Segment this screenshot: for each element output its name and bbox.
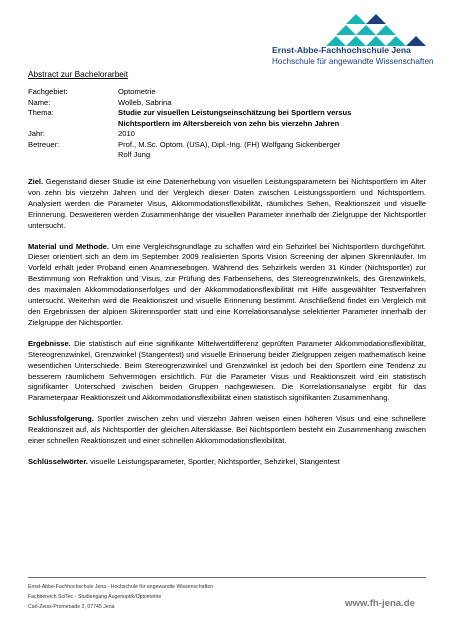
abstract-body	[28, 177, 426, 478]
meta-key	[28, 150, 118, 161]
meta-value: Nichtsportlern im Altersbereich von zehn bis vierzehn Jahren	[118, 118, 340, 128]
section-heading: Ergebnisse.	[28, 338, 71, 348]
footer-line-2: Fachbereich SciTec - Studiengang Augenoptik/Optometrie	[28, 593, 162, 600]
meta-key: Thema:	[28, 108, 54, 117]
meta-key: Name:	[28, 97, 51, 107]
meta-value: Wolleb, Sabrina	[118, 97, 172, 107]
meta-key: Betreuer:	[28, 139, 60, 149]
meta-row-topic-cont	[28, 119, 428, 130]
section-text: Sportler zwischen zehn und vierzehn Jahren weisen einen höheren Visus und eine schnellere Reaktionszeit auf, als Nichtsportler der gleichen Altersklasse. Bei Nichtsportlern besteht ein Zusammenhang zwischen einer schnellen Reaktionszeit und einer schnellen Akkommodationsflexibilität.	[28, 414, 426, 446]
meta-key: Fachgebiet:	[28, 87, 68, 96]
meta-value: Optometrie	[118, 87, 156, 96]
meta-row-topic	[28, 108, 428, 119]
meta-row-subject	[28, 87, 428, 98]
meta-value: Prof., M.Sc. Optom. (USA), Dipl.-Ing. (FH) Wolfgang Sickenberger	[118, 139, 341, 149]
document-title: Abstract zur Bachelorarbeit	[28, 69, 129, 79]
section-heading: Schlussfolgerung.	[28, 414, 94, 424]
meta-row-supervisor	[28, 140, 428, 151]
section-heading: Schlüsselwörter.	[28, 456, 88, 466]
section-heading: Ziel.	[28, 177, 44, 186]
logo-line-2: Hochschule für angewandte Wissenschaften	[272, 57, 434, 66]
meta-row-year	[28, 129, 428, 140]
section-heading: Material und Methode.	[28, 241, 109, 251]
section-keywords	[28, 457, 426, 468]
meta-value: Rolf Jung	[118, 150, 151, 159]
meta-value: 2010	[118, 129, 135, 138]
section-methods	[28, 242, 426, 329]
footer-address	[28, 583, 213, 612]
meta-value: Studie zur visuellen Leistungseinschätzung bei Sportlern versus	[118, 108, 352, 117]
section-text: visuelle Leistungsparameter, Sportler, Nichtsportler, Sehzirkel, Stangentest	[87, 456, 340, 466]
section-text: Die statistisch auf eine signifikante Mittelwertdifferenz geprüften Parameter Akkommodationsflexibilität, Stereogrenzwinkel, Grenzwinkel (Stangentest) und visuelle Erinnerung beider Zielgruppen zeigen mathematisch keine wesentlichen Unterschiede. Beim Stereogrenzwinkel und Grenzwinkel ist jedoch bei den Sportlern eine Tendenz zu besserem räumlichem Sehvermögen ersichtlich. Für die Parameter Visus und Reaktionszeit wird ein statistisch signifikanter Unterschied zwischen beiden Gruppen nachgewiesen. Die Korrelationsanalyse ergibt für das Parameterpaar Reaktionszeit und Akkommodationsflexibilität einen statistisch signifikanten Zusammenhang.	[28, 338, 426, 403]
logo-triangle-icon	[246, 14, 450, 46]
section-text: Gegenstand dieser Studie ist eine Datenerhebung von visuellen Leistungsparametern bei Nichtsportlern im Alter von zehn bis vierzehn Jahren und der Vergleich dieser Daten zwischen Leistungssportlern und Nichtsportlern. Analysiert werden die Parameter Visus, Akkommodationsflexibilität, räumliches Sehen, Reaktionszeit und visuelle Erinnerung. Desweiteren werden Zusammenhänge der visuellen Parameter innerhalb der Zielgruppe der Nichtsportler untersucht.	[28, 177, 426, 230]
section-aim	[28, 177, 426, 232]
footer-line-3: Carl-Zeiss-Promenade 2, 07745 Jena	[28, 603, 115, 610]
university-logo	[246, 14, 450, 72]
section-results	[28, 339, 426, 404]
meta-row-name	[28, 98, 428, 109]
footer-divider	[28, 577, 426, 578]
metadata-table	[28, 87, 428, 161]
logo-line-1: Ernst-Abbe-Fachhochschule Jena	[272, 45, 411, 55]
meta-key: Jahr:	[28, 129, 45, 138]
footer-website-link[interactable]: www.fh-jena.de	[345, 598, 416, 609]
meta-key	[28, 119, 118, 130]
section-text: Um eine Vergleichsgrundlage zu schaffen wird ein Sehzirkel bei Nichtsportlern durchgeführt. Dieser orientiert sich an dem im September 2009 realisierten Sports Vision Screening der alpinen Skirennläufer. Im Vorfeld erhält jeder Proband einen Anamnesebogen. Während des Sehzirkels werden 31 Kinder (Nichtsportler) zur Bestimmung von Refraktion und Visus, zur Prüfung des Farbensehens, des Stereogrenzwinkels, des Grenzwinkels, des maximalen Akkommodationserfolges und der Akkommodationsflexibilität mit Hilfe ausgewählter Testverfahren untersucht. Weiterhin wird die Reaktionszeit und visuelle Erinnerung bestimmt. Anschließend findet ein Vergleich mit den Ergebnissen der alpinen Skirennsportler statt und eine Korrelationsanalyse selektierter Parameter innerhalb der Zielgruppe der Nichtsportler.	[28, 241, 426, 327]
meta-row-supervisor-cont	[28, 150, 428, 161]
footer-line-1: Ernst-Abbe-Fachhochschule Jena - Hochschule für angewandte Wissenschaften	[28, 584, 214, 590]
section-conclusion	[28, 414, 426, 447]
